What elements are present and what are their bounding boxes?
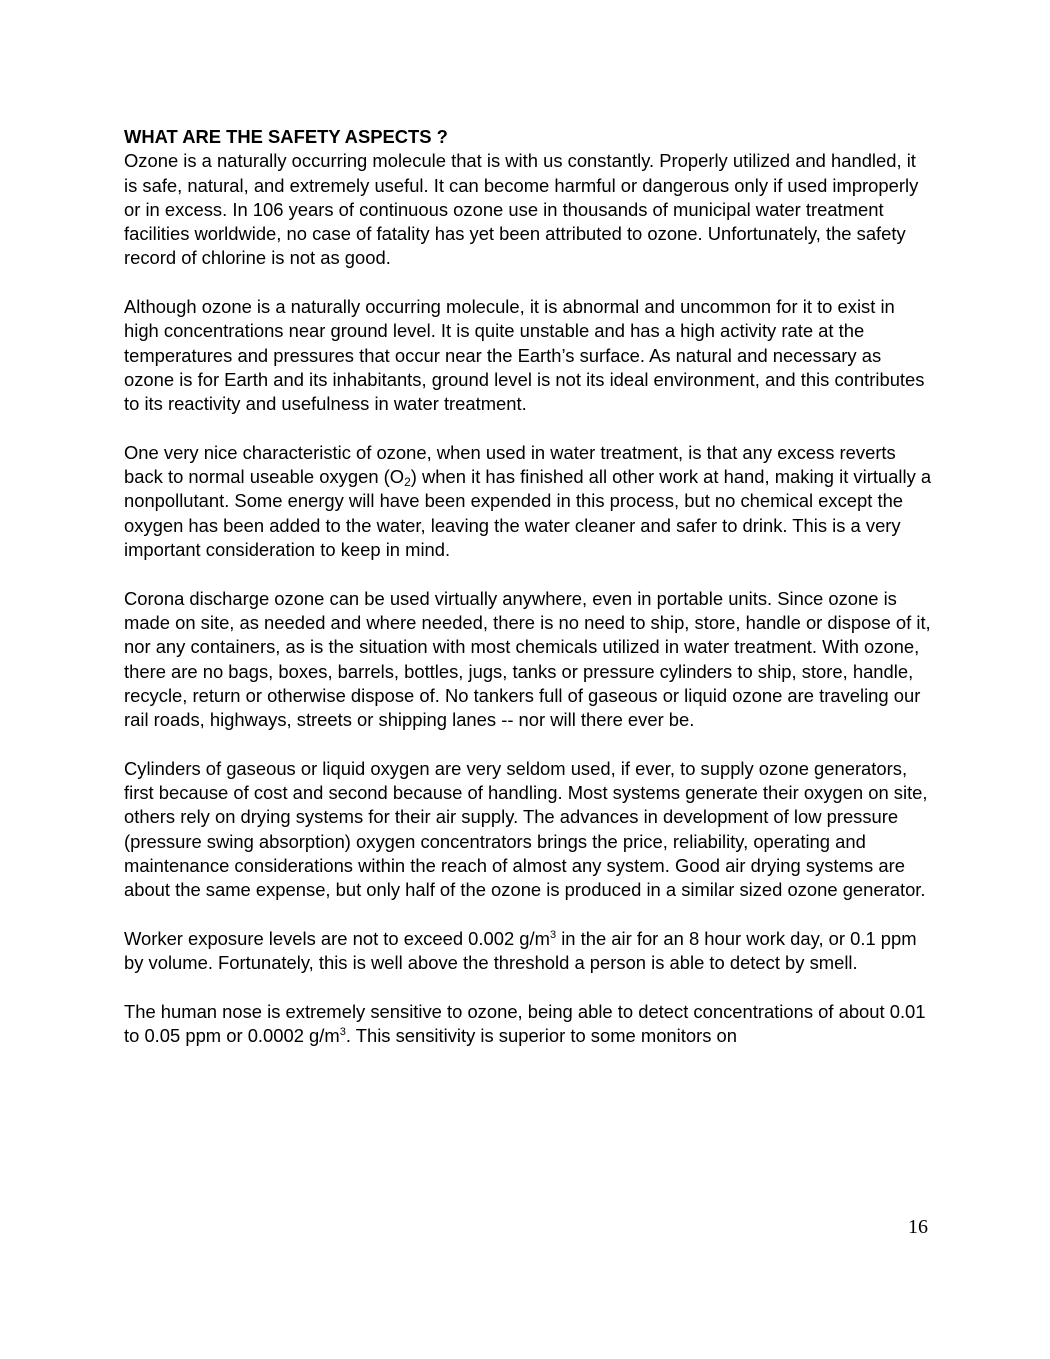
paragraph-text-after: ) when it has finished all other work at hand, making it virtually a nonpollutant. Some energy will have been expended in this process, but no chemical except the oxygen has been added to the water, leaving the water cleaner and safer to drink. This is a very important consideration to keep in mind. <box>124 466 932 561</box>
page-body <box>124 125 934 1073</box>
paragraph-text-before: One very nice characteristic of ozone, when used in water treatment, is that any excess reverts back to normal useable oxygen (O <box>124 441 896 488</box>
paragraph-text-before: The human nose is extremely sensitive to ozone, being able to detect concentrations of about 0.01 to 0.05 ppm or 0.0002 g/m <box>124 1000 926 1046</box>
page-number: 16 <box>908 1216 928 1238</box>
paragraph-ozone-intro: Ozone is a naturally occurring molecule that is with us constantly. Properly utilized and handled, it is safe, natural, and extremely useful. It can become harmful or dangerous only if used improperly or in excess. In 106 years of continuous ozone use in thousands of municipal water treatment facilities worldwide, no case of fatality has yet been attributed to ozone. Unfortunately, the safety record of chlorine is not as good. <box>124 150 919 269</box>
paragraph-worker-exposure <box>124 927 934 976</box>
paragraph-text-after: . This sensitivity is superior to some monitors on <box>345 1024 737 1046</box>
paragraph-text-before: Worker exposure levels are not to exceed 0.002 g/m <box>124 927 550 949</box>
paragraph-corona-discharge: Corona discharge ozone can be used virtually anywhere, even in portable units. Since ozone is made on site, as needed and where needed, there is no need to ship, store, handle or dispose of it, nor any containers, as is the situation with most chemicals utilized in water treatment. With ozone, there are no bags, boxes, barrels, bottles, jugs, tanks or pressure cylinders to ship, store, handle, recycle, return or otherwise dispose of. No tankers full of gaseous or liquid ozone are traveling our rail roads, highways, streets or shipping lanes -- nor will there ever be. <box>124 587 931 731</box>
superscript: 3 <box>339 1025 346 1038</box>
superscript: 3 <box>549 928 557 941</box>
paragraph-human-nose <box>124 1000 934 1049</box>
paragraph-oxygen-cylinders: Cylinders of gaseous or liquid oxygen are very seldom used, if ever, to supply ozone generators, first because of cost and second because of handling. Most systems generate their oxygen on site, others rely on drying systems for their air supply. The advances in development of low pressure (pressure swing absorption) oxygen concentrators brings the price, reliability, operating and maintenance considerations within the reach of almost any system. Good air drying systems are about the same expense, but only half of the ozone is produced in a similar sized ozone generator. <box>124 757 928 901</box>
subscript: 2 <box>404 475 411 490</box>
paragraph-ground-level: Although ozone is a naturally occurring molecule, it is abnormal and uncommon for it to exist in high concentrations near ground level. It is quite unstable and has a high activity rate at the temperatures and pressures that occur near the Earth’s surface. As natural and necessary as ozone is for Earth and its inhabitants, ground level is not its ideal environment, and this contributes to its reactivity and usefulness in water treatment. <box>124 296 925 415</box>
section-heading: WHAT ARE THE SAFETY ASPECTS ? <box>124 126 448 147</box>
paragraph-nonpollutant <box>124 441 934 562</box>
paragraph-text-after: in the air for an 8 hour work day, or 0.1 ppm by volume. Fortunately, this is well above the threshold a person is able to detect by smell. <box>124 927 917 974</box>
